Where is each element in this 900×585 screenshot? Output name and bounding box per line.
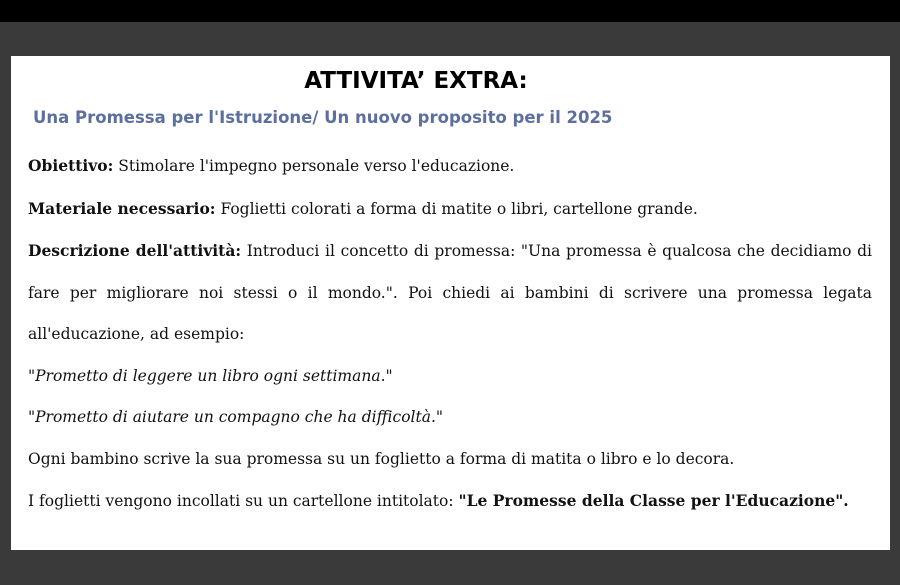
closing-text: I foglietti vengono incollati su un cartellone intitolato: [28, 492, 459, 510]
top-bar [0, 0, 900, 22]
closing-paragraph [28, 480, 872, 523]
closing-bold: "Le Promesse della Classe per l'Educazione". [458, 491, 849, 510]
instruction-paragraph: Ogni bambino scrive la sua promessa su un foglietto a forma di matita o libro e lo decora. [28, 449, 735, 468]
example-1-text: "Prometto di leggere un libro ogni settimana." [28, 366, 393, 385]
objective-label: Obiettivo: [28, 156, 114, 175]
example-1 [28, 356, 872, 398]
objective-text: Stimolare l'impegno personale verso l'educazione. [113, 157, 515, 175]
materials-paragraph [28, 188, 872, 231]
document-page [11, 56, 890, 550]
materials-label: Materiale necessario: [28, 198, 216, 218]
description-paragraph [28, 230, 872, 356]
example-2 [28, 397, 872, 439]
page-subtitle: Una Promessa per l'Istruzione/ Un nuovo proposito per il 2025 [33, 108, 613, 127]
objective-paragraph [28, 145, 872, 188]
page-title: ATTIVITA’ EXTRA: [304, 68, 528, 94]
materials-text: Foglietti colorati a forma di matite o libri, cartellone grande. [215, 199, 698, 218]
document-body [28, 145, 872, 523]
example-2-text: "Prometto di aiutare un compagno che ha difficoltà." [28, 408, 444, 426]
description-label: Descrizione dell'attività: [28, 241, 242, 260]
description-text: Introduci il concetto di promessa: "Una promessa è qualcosa che decidiamo di fare per migliorare noi stessi o il mondo.". Poi chiedi ai bambini di scrivere una promessa legata all'educazione, ad esempio: [28, 242, 872, 343]
